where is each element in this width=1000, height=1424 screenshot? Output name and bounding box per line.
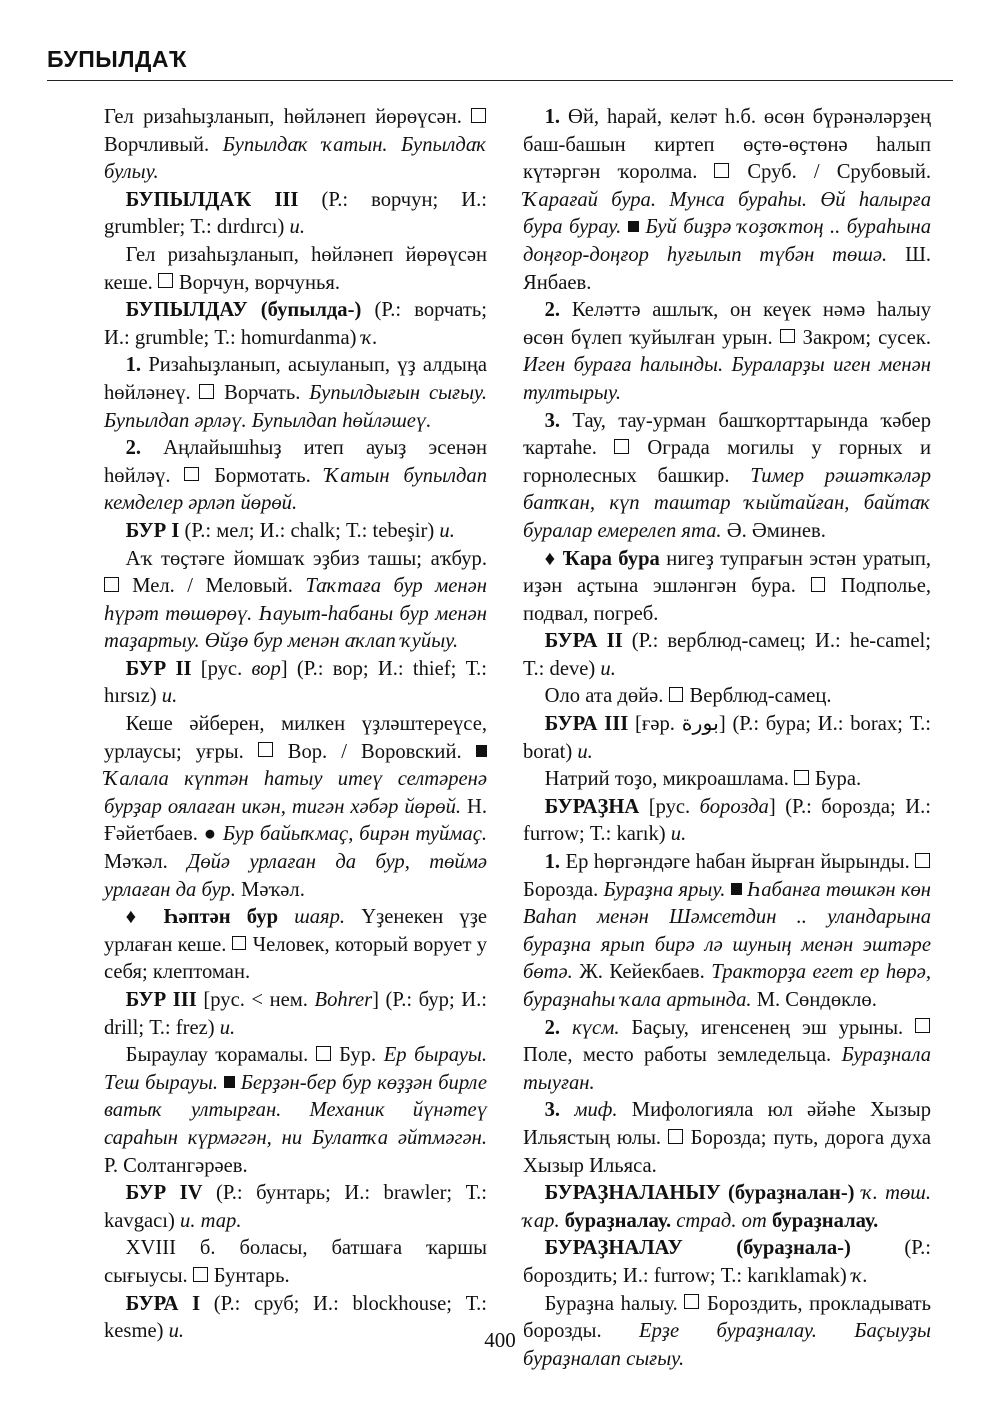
entry-paragraph: Аҡ төҫтәге йомшаҡ эҙбиз ташы; аҡбур. Мел. / Меловый. Таҡтаға бур менән һүрәт төшөрөү. Һауыт-һабаны бур менән таҙартыу. Өйҙө бур менән аҡлап ҡуйыу. (104, 547, 487, 653)
entry-headword: БУРАҘНА [рус. борозда] (Р.: борозда; И.: furrow; Т.: karık) и. (523, 795, 931, 846)
entry-paragraph: Гел ризаһыҙланып, һөйләнеп йөрөүсән. Ворчливый. Бупылдаҡ ҡатын. Бупылдаҡ булыу. (104, 106, 487, 184)
entry-sense: 2. Аңлайышһыҙ итеп ауыҙ эсенән һөйләү. Бормотать. Ҡатын бупылдап кемделер әрләп йөрөй. (104, 437, 487, 515)
entry-paragraph: Кеше әйберен, милкен үҙләштереүсе, урлаусы; уғры. Вор. / Воровский. Ҡалала күптән һатыу итеү селтәренә бурҙар оялаған икән, тигән хәбәр йөрөй. Н. Ғәйетбаев. ● Бур байыҡмаҫ, бирән туймаҫ. Мәҡәл. Дөйә урлаған да бур, төймә урлаған да бур. Мәҡәл. (104, 713, 488, 901)
running-head: БУПЫЛДАҠ (47, 46, 187, 72)
entry-paragraph: XVIII б. боласы, батшаға ҡаршы сығыусы. Бунтарь. (104, 1237, 487, 1287)
entry-headword: БУРА III [ғәр. بورة] (Р.: бура; И.: borax; Т.: borat) и. (523, 713, 932, 763)
entry-headword: БУПЫЛДАҠ III (Р.: ворчун; И.: grumbler; Т.: dırdırcı) и. (104, 188, 487, 239)
entry-sense: 1. Өй, һарай, келәт һ.б. өсөн бүрәнәләрҙең баш-башын киртеп өҫтө-өҫтөнә һалып күтәргән ҡоролма. Сруб. / Срубовый. Ҡарағай бура. Мунса бураһы. Өй һалырға бура бурау. Буй биҙрә ҡоҙоҡтоң .. бураһына доңғор-доңғор һуғылып түбән төшә. Ш. Янбаев. (523, 106, 932, 294)
entry-headword: БУР IV (Р.: бунтарь; И.: brawler; Т.: kavgacı) и. тар. (104, 1182, 487, 1232)
entry-sense: 1. Ер һөргәндәге һабан йырған йырынды. Борозда. Бураҙна ярыу. Һабанға төшкән көн Ваһап менән Шәмсетдин .. уландарына бураҙна ярып бирә лә шуның менән эштәре бөтә. Ж. Кейекбаев. Тракторҙа егет ер һөрә, бураҙнаһы ҡала артында. М. Сөндөклө. (523, 851, 931, 1011)
entry-paragraph: Натрий тоҙо, микроашлама. Бура. (544, 768, 862, 791)
header-rule (47, 80, 953, 81)
entry-paragraph: Оло ата дөйә. Верблюд-самец. (544, 685, 832, 708)
entry-idiom: ♦ Ҡара бура нигеҙ тупрағын эстән уратып, иҙән аҫтына эшләнгән бура. Подполье, подвал, погреб. (523, 547, 931, 625)
entry-paragraph: Бураҙна һалыу. Бороздить, прокладывать борозды. Ерҙе бураҙналау. Баҫыуҙы бураҙналап сығыу. (523, 1292, 931, 1370)
entry-headword: БУПЫЛДАУ (бупылда-) (Р.: ворчать; И.: grumble; Т.: homurdanma) ҡ. (104, 299, 487, 349)
entry-paragraph: Гел ризаһыҙланып, һөйләнеп йөрөүсән кеше. Ворчун, ворчунья. (104, 243, 487, 294)
entry-headword: БУР I (Р.: мел; И.: chalk; Т.: tebeşir) и. (125, 519, 455, 542)
left-column (104, 104, 487, 1346)
entry-headword: БУР III [рус. < нем. Bohrer] (Р.: бур; И.: drill; Т.: frez) и. (104, 989, 487, 1039)
entry-sense: 2. күсм. Баҫыу, игенсенең эш урыны. Поле, место работы земледельца. Бураҙнала тыуған. (523, 1016, 931, 1094)
entry-headword: БУР II [рус. вор] (Р.: вор; И.: thief; Т.: hırsız) и. (104, 657, 487, 708)
entry-headword: БУРА II (Р.: верблюд-самец; И.: he-camel; Т.: deve) и. (523, 630, 931, 680)
entry-headword: БУРАҘНАЛАНЫУ (бураҙналан-) ҡ. төш. ҡар. бураҙналау. страд. от бураҙналау. (523, 1182, 931, 1232)
entry-sense: 3. Тау, тау-урман башҡорттарында ҡәбер ҡартаһе. Ограда могилы у горных и горнолесных башкир. Тимер рәшәткәләр батҡан, күп таштар ҡыйтайған, байтаҡ буралар емерелеп ята. Ә. Әминев. (523, 409, 931, 542)
entry-headword: БУРА I (Р.: сруб; И.: blockhouse; Т.: kesme) и. (104, 1292, 487, 1343)
entry-headword: БУРАҘНАЛАУ (бураҙнала-) (Р.: бороздить; И.: furrow; Т.: karıklamak) ҡ. (523, 1237, 931, 1287)
entry-paragraph: Быраулау ҡорамалы. Бур. Ер бырауы. Теш бырауы. Берҙән-бер бур көҙҙән бирле ватыҡ ултырған. Механик йүнәтеү сараһын күрмәгән, ни Булатҡа әйтмәгән. Р. Солтангәрәев. (104, 1044, 487, 1177)
entry-sense: 3. миф. Мифологияла юл әйәһе Хызыр Ильястың юлы. Борозда; путь, дорога духа Хызыр Ильяса. (523, 1099, 931, 1177)
entry-sense: 1. Ризаһыҙланып, асыуланып, үҙ алдыңа һөйләнеү. Ворчать. Бупылдығын сығыу. Бупылдап әрләү. Бупылдап һөйләшеү. (104, 354, 488, 432)
page-number: 400 (484, 1328, 516, 1352)
entry-idiom: ♦ Һәптән бур шаяр. Үҙенекен үҙе урлаған кеше. Человек, который ворует у себя; клептоман. (104, 906, 487, 984)
entry-sense: 2. Келәттә ашлыҡ, он кеүек нәмә һалыу өсөн бүлеп ҡуйылған урын. Закром; сусек. Иген бураға һалынды. Бураларҙы иген менән тултырыу. (523, 299, 931, 404)
right-column (523, 104, 931, 1373)
